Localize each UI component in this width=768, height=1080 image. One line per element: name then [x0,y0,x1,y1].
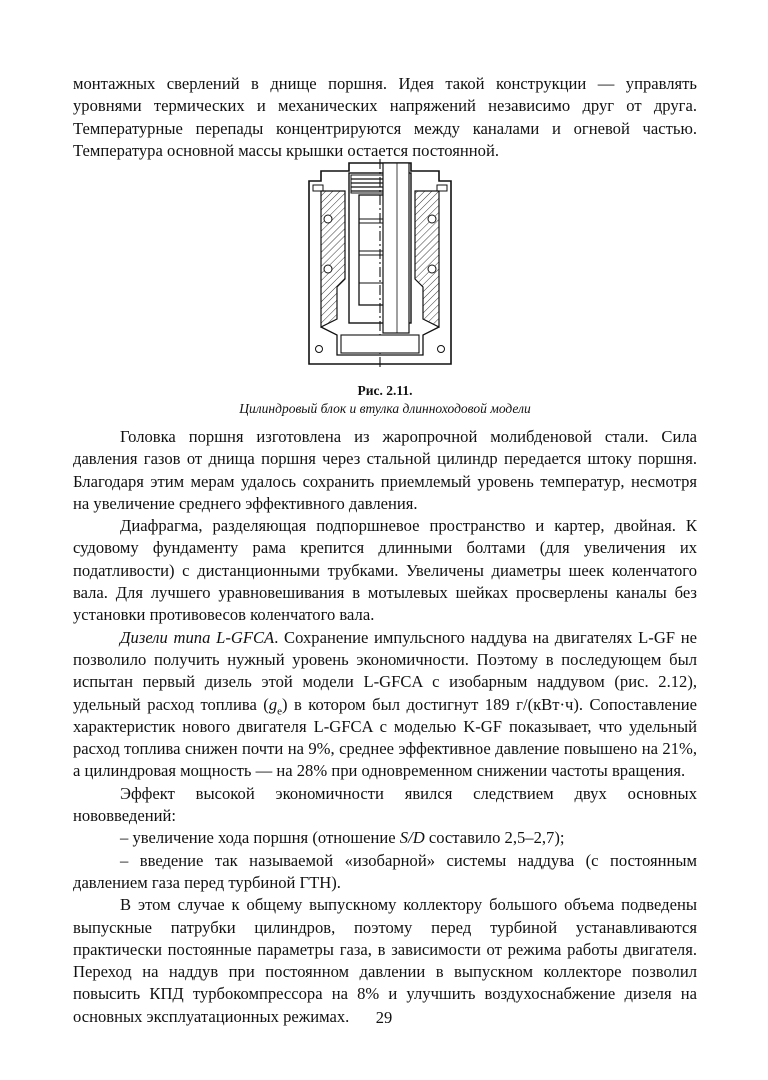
figure-caption: Цилиндровый блок и втулка длинноходовой модели [239,401,531,416]
figure-number: Рис. 2.11. [357,383,413,398]
top-paragraph-block [73,73,697,162]
list-item-stroke: – увеличение хода поршня (отношение S/D составило 2,5–2,7); [120,828,565,848]
paragraph-economy-effect: Эффект высокой экономичности явился следствием двух основных нововведений: [73,783,697,826]
page-number: 29 [375,1008,393,1027]
paragraph-piston-head: Головка поршня изготовлена из жаропрочной молибденовой стали. Сила давления газов от днища поршня через стальной цилиндр передается штоку поршня. Благодаря этим мерам удалось сохранить приемлемый уровень температур, несмотря на увеличение среднего эффективного давления. [73,427,697,513]
paragraph-continuation: монтажных сверлений в днище поршня. Идея такой конструкции — управлять уровнями термических и механических напряжений независимо друг от друга. Температурные перепады концентрируются между каналами и огневой частью. Температура основной массы крышки остается постоянной. [73,74,697,160]
paragraph-l-gfca: Дизели типа L-GFCA. Сохранение импульсного наддува на двигателях L-GF не позволило получить нужный уровень экономичности. Поэтому в последующем был испытан первый дизель этой модели L-GFCA с изобарным наддувом (рис. 2.12), удельный расход топлива $(g_e)$ в котором был достигнут 189 г/(кВт·ч). Сопоставление характеристик нового двигателя L-GFCA с моделью K-GF показывает, что удельный расход топлива снижен почти на 9%, среднее эффективное давление повышено на 21%, а цилиндровая мощность — на 28% при одновременном снижении частоты вращения. [73,627,698,781]
paragraph-diaphragm: Диафрагма, разделяющая подпоршневое пространство и картер, двойная. К судовому фундаменту рама крепится длинными болтами (для увеличения их податливости) с дистанционными трубками. Увеличены диаметры шеек коленчатого вала. Для лучшего уравновешивания в мотылевых шейках просверлены каналы без установки противовесов коленчатого вала. [73,516,697,625]
body-text-block [73,426,697,1028]
paragraph-exhaust-manifold: В этом случае к общему выпускному коллектору большого объема подведены выпускные патрубки цилиндров, поэтому перед турбиной устанавливаются практически постоянные параметры газа, в зависимости от режима работы двигателя. Переход на наддув при постоянном давлении в выпускном коллекторе позволил повысить КПД турбокомпрессора на 8% и улучшить воздухоснабжение дизеля на основных эксплуатационных режимах. [73,895,697,1026]
symbol-subscript-e: e [277,704,282,717]
symbol-g: g [268,694,278,714]
cylinder-block-drawing [301,159,459,370]
symbol-s-d: S/D [399,828,425,848]
section-heading-l-gfca: Дизели типа L-GFCA [120,627,275,647]
list-item-isobaric: – введение так называемой «изобарной» системы наддува (с постоянным давлением газа перед турбиной ГТН). [73,850,697,892]
